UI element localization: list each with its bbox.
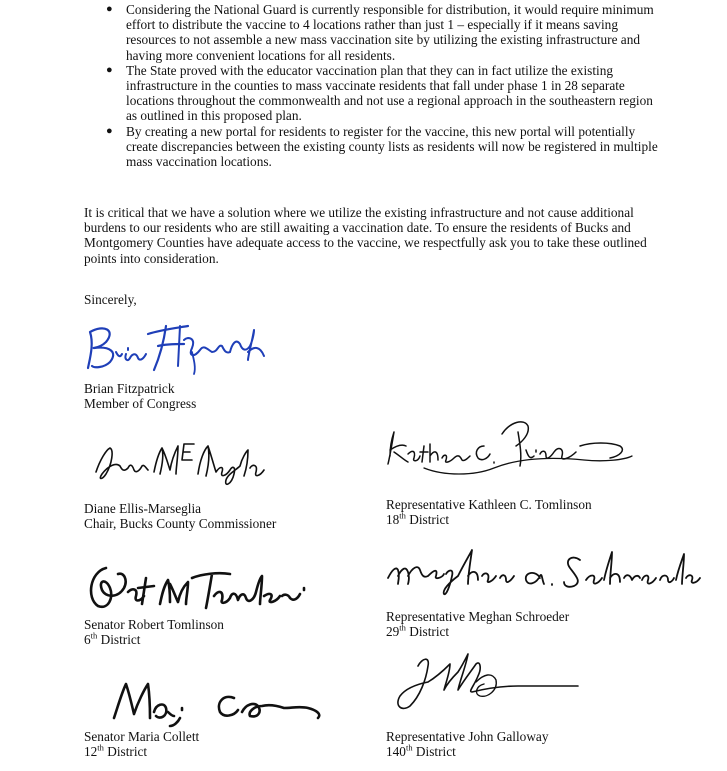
district-number: 29 (386, 624, 400, 640)
signer-title: Chair, Bucks County Commissioner (84, 516, 277, 532)
signer-title: Member of Congress (84, 396, 197, 412)
signer-district (84, 632, 224, 647)
district-suffix: th (399, 510, 406, 521)
bullet-icon: ● (106, 124, 113, 137)
district-label: District (412, 744, 456, 760)
signature-schroeder (384, 540, 704, 600)
signer-name: Representative Meghan Schroeder (386, 609, 570, 624)
signer-block-galloway (386, 729, 548, 759)
district-label: District (405, 512, 450, 528)
signer-block-fitzpatrick (84, 381, 196, 411)
signer-block-ellis-marseglia (84, 501, 276, 531)
signer-name: Representative Kathleen C. Tomlinson (386, 497, 592, 512)
bullet-text: The State proved with the educator vaccination plan that they can in fact utilize the existing infrastructure in the counties to mass vaccinate residents that fall under phase 1 in 28 separate locations throughout the commonwealth and not use a regional approach in the southeastern region as outlined in this proposed plan. (126, 62, 653, 124)
bullet-icon: ● (106, 63, 113, 76)
signer-district (386, 512, 592, 527)
signer-name: Brian Fitzpatrick (84, 381, 175, 396)
signature-fitzpatrick (84, 316, 274, 376)
district-label: District (97, 632, 141, 648)
signer-district (84, 744, 199, 759)
signer-block-k-tomlinson (386, 497, 592, 527)
district-suffix: th (405, 742, 413, 753)
signer-name: Senator Maria Collett (84, 729, 200, 744)
signature-k-tomlinson (384, 416, 644, 490)
closing-paragraph: It is critical that we have a solution where we utilize the existing infrastructure and not cause additional burdens to our residents who are still awaiting a vaccination date. To ensure the residents of Bucks and Montgomery Counties have adequate access to the vaccine, we respectfully ask you to take these outlined points into consideration. (84, 205, 647, 266)
signer-block-collett (84, 729, 199, 759)
bullet-list (104, 2, 664, 169)
signature-collett (108, 672, 338, 728)
district-number: 140 (386, 744, 406, 760)
signature-r-tomlinson (84, 558, 324, 618)
bullet-icon: ● (106, 3, 113, 15)
bullet-text: By creating a new portal for residents to register for the vaccine, this new portal will potentially create discrepancies between the existing county lists as residents will now be registered in multiple mass vaccination locations. (126, 123, 658, 170)
district-suffix: th (399, 622, 406, 633)
bullet-item (104, 124, 664, 170)
signer-district (386, 624, 569, 639)
signer-name: Representative John Galloway (386, 729, 549, 744)
district-label: District (405, 624, 450, 640)
signer-name: Diane Ellis-Marseglia (84, 501, 202, 516)
district-label: District (103, 744, 148, 760)
signer-block-schroeder (386, 609, 569, 639)
bullet-item (104, 63, 664, 124)
salutation: Sincerely, (84, 292, 137, 307)
district-suffix: th (97, 742, 104, 753)
signer-block-r-tomlinson (84, 617, 224, 647)
bullet-item (104, 2, 664, 63)
district-number: 6 (84, 632, 91, 648)
signature-ellis-marseglia (92, 430, 272, 490)
signer-name: Senator Robert Tomlinson (84, 617, 224, 632)
signature-galloway (388, 646, 588, 726)
district-suffix: th (90, 630, 98, 641)
bullet-text: Considering the National Guard is currently responsible for distribution, it would require minimum effort to distribute the vaccine to 4 locations rather than just 1 – especially if it means saving resources to not assemble a new mass vaccination site by utilizing the existing infrastructure and having more convenient locations for all residents. (126, 2, 654, 63)
signer-district (386, 744, 548, 759)
district-number: 18 (386, 512, 400, 528)
district-number: 12 (84, 744, 98, 760)
